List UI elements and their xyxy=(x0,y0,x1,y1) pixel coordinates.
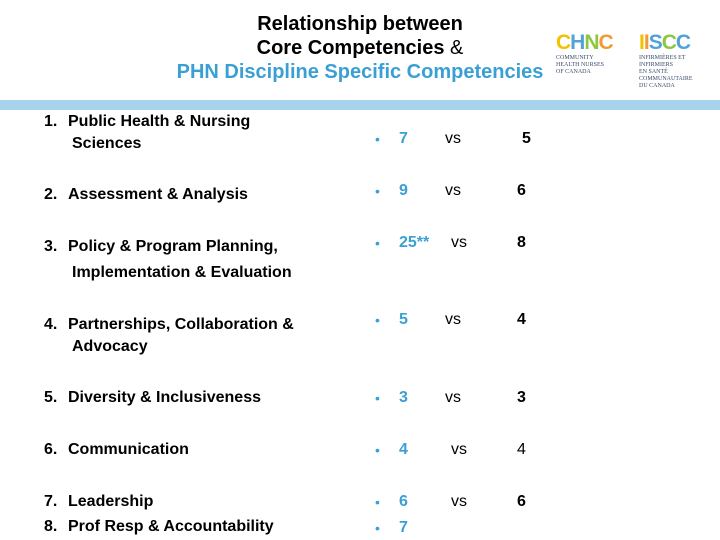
bullet-icon: • xyxy=(375,183,380,199)
title-line-2 xyxy=(120,36,600,60)
phn-count: 7 xyxy=(399,519,408,536)
vs-label: vs xyxy=(445,130,461,147)
chnc-logo xyxy=(556,32,613,76)
vs-label: vs xyxy=(451,441,467,458)
title-line-1: Relationship between xyxy=(257,13,463,35)
chnc-logo-mark: CHNC xyxy=(556,31,613,54)
title-ampersand: & xyxy=(450,37,464,59)
bullet-icon: • xyxy=(375,520,380,536)
title-divider-band xyxy=(0,100,720,110)
competency-item: 6. Communication xyxy=(44,441,189,458)
phn-count: 4 xyxy=(399,441,408,458)
competency-item: 2. Assessment & Analysis xyxy=(44,186,248,203)
core-count: 4 xyxy=(517,311,526,328)
bullet-icon: • xyxy=(375,131,380,147)
iiscc-logo xyxy=(639,32,720,90)
core-count: 6 xyxy=(517,182,526,199)
slide-title xyxy=(120,12,600,84)
competency-item: 8. Prof Resp & Accountability xyxy=(44,518,274,535)
competency-item: 5. Diversity & Inclusiveness xyxy=(44,389,261,406)
iiscc-logo-mark: IISCC xyxy=(639,31,691,54)
vs-label: vs xyxy=(451,493,467,510)
phn-count: 5 xyxy=(399,311,408,328)
title-line-3: PHN Discipline Specific Competencies xyxy=(176,61,544,83)
competency-item: 3. Policy & Program Planning, Implementation & Evaluation xyxy=(44,238,292,281)
vs-label: vs xyxy=(451,234,467,251)
bullet-icon: • xyxy=(375,312,380,328)
bullet-icon: • xyxy=(375,494,380,510)
iiscc-logo-text: INFIRMIÈRES ET INFIRMIERS EN SANTÉ COMMUNAUTAIRE DU CANADA xyxy=(639,55,693,89)
competency-item: 7. Leadership xyxy=(44,493,154,510)
phn-count: 7 xyxy=(399,130,408,147)
phn-count: 6 xyxy=(399,493,408,510)
core-count: 5 xyxy=(522,130,531,147)
bullet-icon: • xyxy=(375,390,380,406)
phn-count: 25** xyxy=(399,234,430,251)
chnc-logo-text: COMMUNITY HEALTH NURSES OF CANADA xyxy=(556,55,604,75)
core-count: 3 xyxy=(517,389,526,406)
vs-label: vs xyxy=(445,389,461,406)
competency-item: 4. Partnerships, Collaboration & Advocacy xyxy=(44,316,294,355)
phn-count: 3 xyxy=(399,389,408,406)
title-core-competencies: Core Competencies xyxy=(256,37,445,59)
bullet-icon: • xyxy=(375,442,380,458)
core-count: 6 xyxy=(517,493,526,510)
vs-label: vs xyxy=(445,311,461,328)
core-count: 4 xyxy=(517,441,526,458)
core-count: 8 xyxy=(517,234,526,251)
competency-item: 1. Public Health & Nursing Sciences xyxy=(44,113,251,152)
phn-count: 9 xyxy=(399,182,408,199)
vs-label: vs xyxy=(445,182,461,199)
bullet-icon: • xyxy=(375,235,380,251)
